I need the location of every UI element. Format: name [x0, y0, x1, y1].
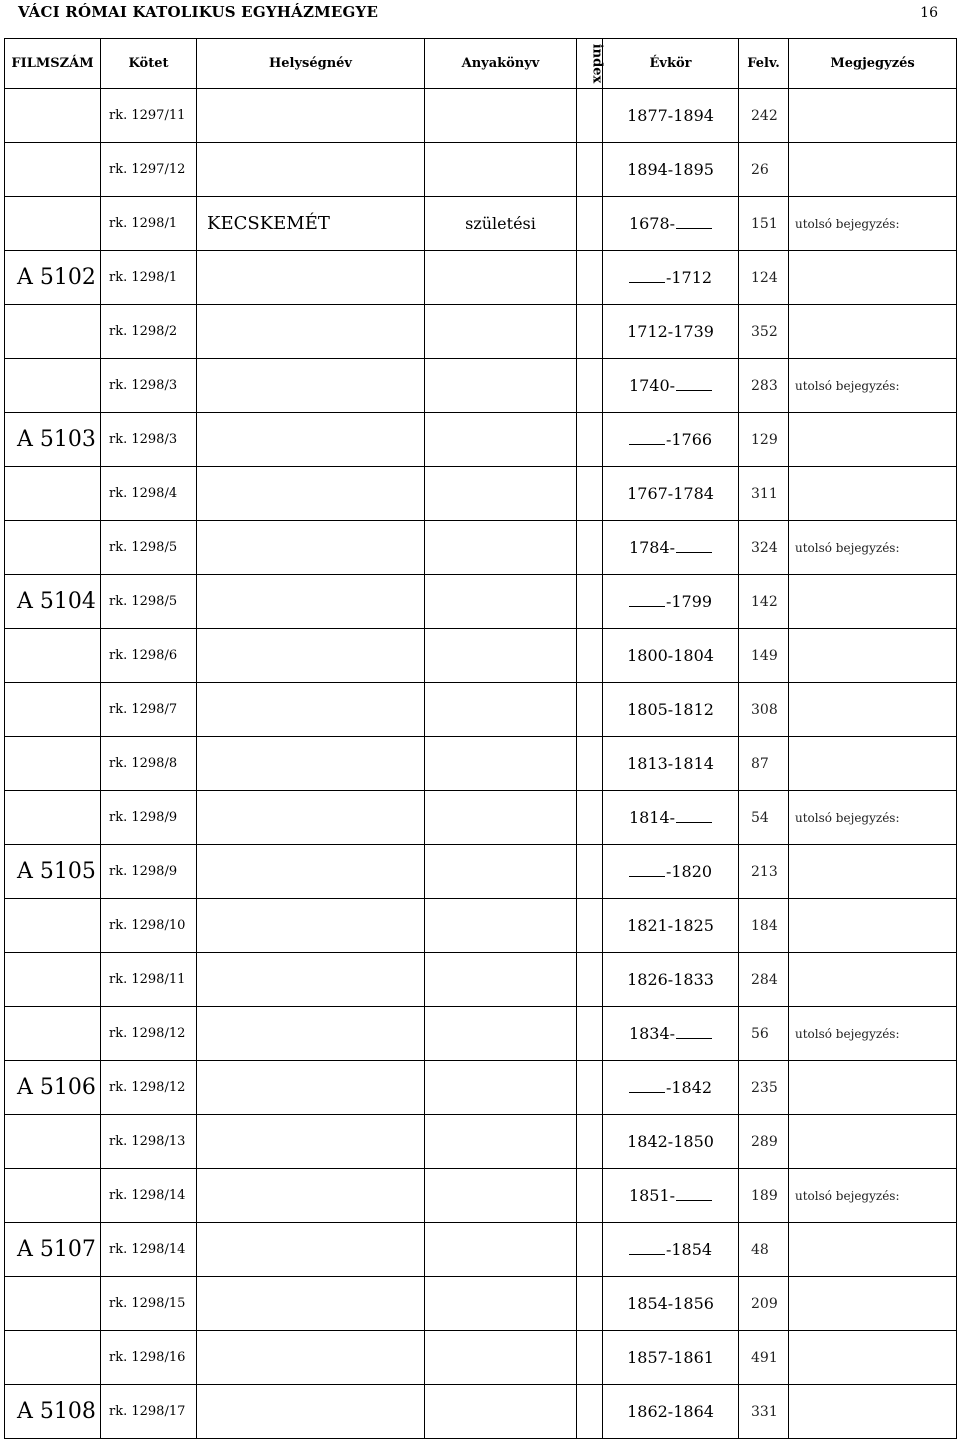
cell-filmszam — [5, 305, 101, 359]
cell-helysegnev — [197, 791, 425, 845]
cell-megjegyzes — [789, 413, 957, 467]
cell-felv: 26 — [739, 143, 789, 197]
evkor-text: 1767-1784 — [627, 484, 714, 503]
table-row — [5, 197, 957, 251]
table-row — [5, 1115, 957, 1169]
cell-helysegnev — [197, 359, 425, 413]
cell-megjegyzes: utolsó bejegyzés: — [789, 359, 957, 413]
cell-felv: 56 — [739, 1007, 789, 1061]
cell-helysegnev — [197, 1277, 425, 1331]
cell-index — [577, 197, 603, 251]
evkor-text: 1740- — [628, 376, 676, 395]
cell-index — [577, 1331, 603, 1385]
cell-evkor — [603, 251, 739, 305]
cell-felv: 184 — [739, 899, 789, 953]
cell-kotet: rk. 1298/14 — [101, 1169, 197, 1223]
cell-kotet: rk. 1298/8 — [101, 737, 197, 791]
table-row — [5, 1277, 957, 1331]
cell-evkor — [603, 305, 739, 359]
cell-index — [577, 953, 603, 1007]
cell-felv: 124 — [739, 251, 789, 305]
cell-filmszam — [5, 791, 101, 845]
cell-filmszam: A 5105 — [5, 845, 101, 899]
cell-kotet: rk. 1298/5 — [101, 521, 197, 575]
cell-anyakonyv — [425, 845, 577, 899]
table-row — [5, 791, 957, 845]
cell-filmszam: A 5103 — [5, 413, 101, 467]
cell-filmszam — [5, 143, 101, 197]
evkor-text: 1834- — [628, 1024, 676, 1043]
cell-kotet: rk. 1298/10 — [101, 899, 197, 953]
cell-evkor — [603, 953, 739, 1007]
cell-felv: 151 — [739, 197, 789, 251]
table-row — [5, 629, 957, 683]
cell-anyakonyv — [425, 575, 577, 629]
cell-megjegyzes — [789, 953, 957, 1007]
cell-index — [577, 737, 603, 791]
blank-line — [629, 1254, 665, 1255]
cell-filmszam — [5, 1007, 101, 1061]
cell-filmszam — [5, 467, 101, 521]
cell-anyakonyv — [425, 1061, 577, 1115]
evkor-text: -1766 — [665, 430, 713, 449]
cell-kotet: rk. 1298/14 — [101, 1223, 197, 1277]
cell-index — [577, 89, 603, 143]
table-row — [5, 1385, 957, 1439]
cell-anyakonyv — [425, 899, 577, 953]
cell-index — [577, 629, 603, 683]
cell-evkor — [603, 1223, 739, 1277]
cell-filmszam — [5, 521, 101, 575]
cell-helysegnev — [197, 1331, 425, 1385]
cell-evkor — [603, 737, 739, 791]
table-row — [5, 953, 957, 1007]
cell-anyakonyv — [425, 791, 577, 845]
cell-helysegnev — [197, 575, 425, 629]
cell-evkor — [603, 791, 739, 845]
cell-filmszam: A 5108 — [5, 1385, 101, 1439]
cell-kotet: rk. 1298/12 — [101, 1007, 197, 1061]
cell-anyakonyv — [425, 737, 577, 791]
evkor-text: 1678- — [628, 214, 676, 233]
cell-felv: 284 — [739, 953, 789, 1007]
col-header-felv: Felv. — [739, 39, 789, 89]
cell-evkor — [603, 1007, 739, 1061]
table-row — [5, 521, 957, 575]
cell-anyakonyv — [425, 1007, 577, 1061]
blank-line — [676, 228, 712, 229]
cell-kotet: rk. 1298/5 — [101, 575, 197, 629]
evkor-text: 1800-1804 — [627, 646, 714, 665]
col-header-kotet: Kötet — [101, 39, 197, 89]
cell-megjegyzes: utolsó bejegyzés: — [789, 1007, 957, 1061]
cell-helysegnev — [197, 89, 425, 143]
col-header-filmszam: FILMSZÁM — [5, 39, 101, 89]
cell-megjegyzes — [789, 1223, 957, 1277]
evkor-text: 1813-1814 — [627, 754, 714, 773]
cell-helysegnev — [197, 521, 425, 575]
blank-line — [676, 552, 712, 553]
cell-filmszam: A 5107 — [5, 1223, 101, 1277]
evkor-text: -1842 — [665, 1078, 713, 1097]
cell-helysegnev — [197, 629, 425, 683]
cell-felv: 242 — [739, 89, 789, 143]
blank-line — [676, 822, 712, 823]
cell-kotet: rk. 1298/11 — [101, 953, 197, 1007]
evkor-text: -1820 — [665, 862, 713, 881]
cell-felv: 87 — [739, 737, 789, 791]
cell-megjegyzes — [789, 1115, 957, 1169]
cell-megjegyzes — [789, 899, 957, 953]
cell-megjegyzes — [789, 1277, 957, 1331]
cell-megjegyzes — [789, 845, 957, 899]
cell-anyakonyv — [425, 89, 577, 143]
evkor-text: 1862-1864 — [627, 1402, 714, 1421]
cell-anyakonyv — [425, 251, 577, 305]
cell-kotet: rk. 1297/12 — [101, 143, 197, 197]
page-header — [18, 0, 942, 38]
evkor-text: -1799 — [665, 592, 713, 611]
cell-kotet: rk. 1298/9 — [101, 845, 197, 899]
cell-kotet: rk. 1298/15 — [101, 1277, 197, 1331]
cell-kotet: rk. 1298/12 — [101, 1061, 197, 1115]
cell-felv: 213 — [739, 845, 789, 899]
cell-index — [577, 1061, 603, 1115]
col-header-index: index — [577, 39, 603, 89]
cell-evkor — [603, 413, 739, 467]
cell-felv: 352 — [739, 305, 789, 359]
table-row — [5, 1061, 957, 1115]
cell-anyakonyv — [425, 305, 577, 359]
cell-filmszam — [5, 1331, 101, 1385]
cell-index — [577, 413, 603, 467]
table-row — [5, 575, 957, 629]
cell-filmszam — [5, 629, 101, 683]
cell-index — [577, 1277, 603, 1331]
page-title: VÁCI RÓMAI KATOLIKUS EGYHÁZMEGYE — [18, 3, 379, 21]
cell-megjegyzes — [789, 575, 957, 629]
cell-felv: 491 — [739, 1331, 789, 1385]
cell-kotet: rk. 1298/3 — [101, 413, 197, 467]
cell-index — [577, 683, 603, 737]
cell-anyakonyv — [425, 143, 577, 197]
col-header-anyakonyv: Anyakönyv — [425, 39, 577, 89]
cell-filmszam — [5, 1277, 101, 1331]
table-row — [5, 1169, 957, 1223]
cell-megjegyzes — [789, 467, 957, 521]
cell-felv: 235 — [739, 1061, 789, 1115]
cell-anyakonyv — [425, 1331, 577, 1385]
cell-felv: 149 — [739, 629, 789, 683]
col-header-megjegyzes: Megjegyzés — [789, 39, 957, 89]
cell-evkor — [603, 1061, 739, 1115]
cell-megjegyzes: utolsó bejegyzés: — [789, 197, 957, 251]
header-row — [5, 39, 957, 89]
cell-evkor — [603, 845, 739, 899]
cell-helysegnev: KECSKEMÉT — [197, 197, 425, 251]
cell-index — [577, 521, 603, 575]
cell-helysegnev — [197, 899, 425, 953]
cell-filmszam — [5, 737, 101, 791]
cell-anyakonyv — [425, 683, 577, 737]
table-row — [5, 467, 957, 521]
cell-megjegyzes — [789, 251, 957, 305]
cell-kotet: rk. 1298/17 — [101, 1385, 197, 1439]
cell-index — [577, 575, 603, 629]
register-body — [5, 89, 957, 1439]
blank-line — [629, 876, 665, 877]
cell-kotet: rk. 1298/6 — [101, 629, 197, 683]
cell-filmszam — [5, 683, 101, 737]
cell-felv: 129 — [739, 413, 789, 467]
cell-kotet: rk. 1298/16 — [101, 1331, 197, 1385]
cell-filmszam — [5, 953, 101, 1007]
cell-evkor — [603, 683, 739, 737]
cell-anyakonyv — [425, 1277, 577, 1331]
cell-filmszam — [5, 89, 101, 143]
cell-helysegnev — [197, 1223, 425, 1277]
cell-evkor — [603, 629, 739, 683]
cell-filmszam — [5, 1115, 101, 1169]
cell-index — [577, 1007, 603, 1061]
evkor-text: 1826-1833 — [627, 970, 714, 989]
cell-helysegnev — [197, 1061, 425, 1115]
evkor-text: 1851- — [628, 1186, 676, 1205]
blank-line — [629, 1092, 665, 1093]
cell-helysegnev — [197, 305, 425, 359]
cell-helysegnev — [197, 737, 425, 791]
table-row — [5, 251, 957, 305]
cell-helysegnev — [197, 413, 425, 467]
cell-megjegyzes — [789, 737, 957, 791]
cell-evkor — [603, 359, 739, 413]
cell-filmszam — [5, 1169, 101, 1223]
cell-megjegyzes — [789, 683, 957, 737]
evkor-text: 1842-1850 — [627, 1132, 714, 1151]
table-row — [5, 737, 957, 791]
cell-kotet: rk. 1298/2 — [101, 305, 197, 359]
cell-megjegyzes — [789, 1385, 957, 1439]
cell-evkor — [603, 143, 739, 197]
evkor-text: 1854-1856 — [627, 1294, 714, 1313]
cell-filmszam: A 5106 — [5, 1061, 101, 1115]
cell-filmszam — [5, 197, 101, 251]
blank-line — [629, 444, 665, 445]
cell-anyakonyv — [425, 1223, 577, 1277]
cell-anyakonyv — [425, 521, 577, 575]
table-row — [5, 143, 957, 197]
evkor-text: 1857-1861 — [627, 1348, 714, 1367]
cell-megjegyzes: utolsó bejegyzés: — [789, 791, 957, 845]
cell-helysegnev — [197, 953, 425, 1007]
table-row — [5, 683, 957, 737]
cell-filmszam: A 5104 — [5, 575, 101, 629]
cell-helysegnev — [197, 467, 425, 521]
cell-megjegyzes — [789, 89, 957, 143]
cell-index — [577, 1169, 603, 1223]
table-row — [5, 899, 957, 953]
register-table — [4, 38, 957, 1439]
cell-anyakonyv — [425, 1115, 577, 1169]
evkor-text: 1894-1895 — [627, 160, 714, 179]
cell-helysegnev — [197, 251, 425, 305]
cell-anyakonyv — [425, 1169, 577, 1223]
cell-felv: 289 — [739, 1115, 789, 1169]
evkor-text: 1821-1825 — [627, 916, 714, 935]
cell-felv: 324 — [739, 521, 789, 575]
cell-felv: 209 — [739, 1277, 789, 1331]
cell-evkor — [603, 197, 739, 251]
cell-kotet: rk. 1298/7 — [101, 683, 197, 737]
cell-anyakonyv — [425, 953, 577, 1007]
blank-line — [629, 282, 665, 283]
cell-kotet: rk. 1298/1 — [101, 197, 197, 251]
table-row — [5, 1223, 957, 1277]
cell-helysegnev — [197, 683, 425, 737]
table-row — [5, 1007, 957, 1061]
cell-index — [577, 1385, 603, 1439]
cell-evkor — [603, 89, 739, 143]
cell-evkor — [603, 575, 739, 629]
table-row — [5, 359, 957, 413]
cell-kotet: rk. 1298/1 — [101, 251, 197, 305]
cell-index — [577, 467, 603, 521]
cell-evkor — [603, 521, 739, 575]
cell-evkor — [603, 1115, 739, 1169]
cell-index — [577, 845, 603, 899]
cell-anyakonyv — [425, 629, 577, 683]
cell-index — [577, 359, 603, 413]
evkor-text: -1712 — [665, 268, 713, 287]
cell-index — [577, 305, 603, 359]
cell-megjegyzes — [789, 305, 957, 359]
cell-felv: 308 — [739, 683, 789, 737]
cell-megjegyzes: utolsó bejegyzés: — [789, 521, 957, 575]
cell-kotet: rk. 1298/4 — [101, 467, 197, 521]
cell-filmszam — [5, 899, 101, 953]
cell-anyakonyv — [425, 467, 577, 521]
cell-anyakonyv — [425, 359, 577, 413]
cell-helysegnev — [197, 1385, 425, 1439]
blank-line — [676, 1038, 712, 1039]
cell-felv: 48 — [739, 1223, 789, 1277]
evkor-text: 1805-1812 — [627, 700, 714, 719]
table-row — [5, 1331, 957, 1385]
cell-felv: 311 — [739, 467, 789, 521]
cell-felv: 331 — [739, 1385, 789, 1439]
cell-megjegyzes — [789, 1061, 957, 1115]
cell-megjegyzes — [789, 629, 957, 683]
blank-line — [676, 1200, 712, 1201]
cell-evkor — [603, 1331, 739, 1385]
cell-index — [577, 143, 603, 197]
cell-index — [577, 1115, 603, 1169]
cell-evkor — [603, 1169, 739, 1223]
cell-felv: 283 — [739, 359, 789, 413]
cell-kotet: rk. 1298/3 — [101, 359, 197, 413]
cell-anyakonyv — [425, 413, 577, 467]
col-header-evkor: Évkör — [603, 39, 739, 89]
cell-megjegyzes — [789, 1331, 957, 1385]
cell-index — [577, 1223, 603, 1277]
evkor-text: 1814- — [628, 808, 676, 827]
cell-index — [577, 791, 603, 845]
cell-felv: 189 — [739, 1169, 789, 1223]
cell-helysegnev — [197, 845, 425, 899]
cell-evkor — [603, 899, 739, 953]
cell-evkor — [603, 467, 739, 521]
col-header-helysegnev: Helységnév — [197, 39, 425, 89]
cell-evkor — [603, 1385, 739, 1439]
page-number: 16 — [920, 5, 938, 21]
cell-helysegnev — [197, 1169, 425, 1223]
blank-line — [629, 606, 665, 607]
cell-felv: 142 — [739, 575, 789, 629]
evkor-text: -1854 — [665, 1240, 713, 1259]
cell-helysegnev — [197, 1115, 425, 1169]
cell-filmszam — [5, 359, 101, 413]
cell-index — [577, 899, 603, 953]
cell-felv: 54 — [739, 791, 789, 845]
cell-kotet: rk. 1297/11 — [101, 89, 197, 143]
cell-helysegnev — [197, 1007, 425, 1061]
cell-index — [577, 251, 603, 305]
evkor-text: 1712-1739 — [627, 322, 714, 341]
evkor-text: 1877-1894 — [627, 106, 714, 125]
cell-megjegyzes — [789, 143, 957, 197]
evkor-text: 1784- — [628, 538, 676, 557]
cell-evkor — [603, 1277, 739, 1331]
table-row — [5, 89, 957, 143]
cell-kotet: rk. 1298/9 — [101, 791, 197, 845]
cell-anyakonyv: születési — [425, 197, 577, 251]
table-row — [5, 413, 957, 467]
table-row — [5, 845, 957, 899]
table-row — [5, 305, 957, 359]
cell-kotet: rk. 1298/13 — [101, 1115, 197, 1169]
blank-line — [676, 390, 712, 391]
cell-filmszam: A 5102 — [5, 251, 101, 305]
cell-anyakonyv — [425, 1385, 577, 1439]
cell-helysegnev — [197, 143, 425, 197]
cell-megjegyzes: utolsó bejegyzés: — [789, 1169, 957, 1223]
